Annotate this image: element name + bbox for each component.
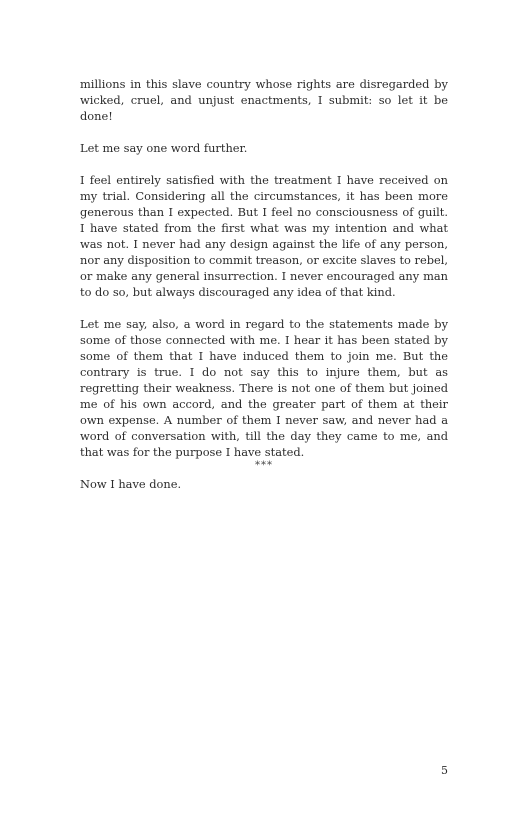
section-break: *** (255, 460, 273, 471)
paragraph-one-word-further: Let me say one word further. (80, 141, 248, 155)
paragraph-continuation: millions in this slave country whose rights are disregarded by wicked, cruel, and unjust enactments, I submit: so let it be done! (80, 77, 448, 123)
paragraph-treatment-on-trial: I feel entirely satisfied with the treatment I have received on my trial. Considering all the circumstances, it has been more generous than I expected. But I feel no consciousness of guilt. I have stated from the first what was my intention and what was not. I never had any design against the life of any person, nor any disposition to commit treason, or excite slaves to rebel, or make any general insurrection. I never encouraged any man to do so, but always discouraged any idea of that kind. (80, 173, 448, 299)
body-text (80, 76, 448, 492)
paragraph-statements-of-others: Let me say, also, a word in regard to the statements made by some of those connected with me. I hear it has been stated by some of them that I have induced them to join me. But the contrary is true. I do not say this to injure them, but as regretting their weakness. There is not one of them but joined me of his own accord, and the greater part of them at their own expense. A number of them I never saw, and never had a word of conversation with, till the day they came to me, and that was for the purpose I have stated. (80, 317, 448, 459)
page-number: 5 (441, 764, 448, 777)
paragraph-now-i-have-done: Now I have done. (80, 477, 182, 491)
